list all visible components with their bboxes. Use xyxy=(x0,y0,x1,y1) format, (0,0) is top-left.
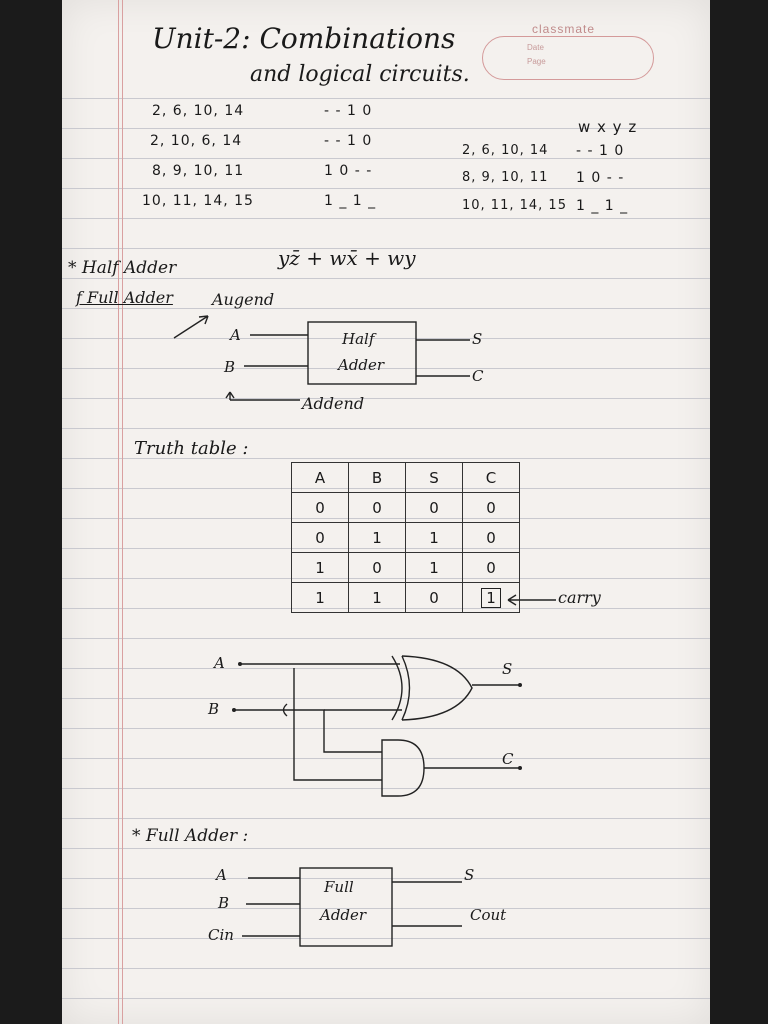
table-cell: 0 xyxy=(463,493,520,523)
node-a xyxy=(238,662,242,666)
ha-block-label: Half xyxy=(342,330,375,348)
simplified-expression: yz̄ + wx̄ + wy xyxy=(278,246,416,270)
group-terms: 2, 10, 6, 14 xyxy=(150,133,243,149)
full-adder-subheading: f Full Adder xyxy=(76,288,173,307)
table-cell: 0 xyxy=(463,553,520,583)
boxed-carry-value: 1 xyxy=(481,588,501,608)
table-cell: 1 xyxy=(349,523,406,553)
gate-wire-a-to-and xyxy=(294,668,382,780)
table-cell: 1 xyxy=(406,553,463,583)
table-header: C xyxy=(463,463,520,493)
implicant-terms: 10, 11, 14, 15 xyxy=(462,198,567,213)
addend-arrow xyxy=(226,392,234,400)
implicant-terms: 8, 9, 10, 11 xyxy=(462,170,549,185)
table-cell: 1 xyxy=(292,583,349,613)
xor-gate-icon xyxy=(402,656,472,720)
gate-input-a: A xyxy=(214,654,225,672)
group-terms: 10, 11, 14, 15 xyxy=(142,193,254,209)
gate-wire-b-to-and xyxy=(287,710,382,752)
fa-block-label: Full xyxy=(324,878,354,896)
table-cell: 0 xyxy=(463,523,520,553)
half-adder-block xyxy=(308,322,416,384)
group-pattern: 1 _ 1 _ xyxy=(324,193,377,209)
xor-gate-inner-curve xyxy=(402,656,410,720)
half-adder-heading: * Half Adder xyxy=(68,258,177,278)
addend-label: Addend xyxy=(302,394,365,413)
fa-output-s: S xyxy=(464,866,475,884)
page-title-line2: and logical circuits. xyxy=(250,62,470,87)
augend-arrow xyxy=(174,316,208,338)
table-cell: 1 xyxy=(349,583,406,613)
table-cell: 0 xyxy=(292,523,349,553)
fa-input-cin: Cin xyxy=(208,926,234,944)
notebook-page xyxy=(62,0,710,1024)
group-terms: 8, 9, 10, 11 xyxy=(152,163,245,179)
table-cell: 0 xyxy=(406,583,463,613)
page-title: Unit-2: Combinations xyxy=(152,22,456,55)
table-header: A xyxy=(292,463,349,493)
ha-input-b: B xyxy=(224,358,236,376)
node-c xyxy=(518,766,522,770)
node-s xyxy=(518,683,522,687)
node-b xyxy=(232,708,236,712)
fa-output-cout: Cout xyxy=(470,906,507,924)
truth-table-label: Truth table : xyxy=(134,438,249,459)
table-cell: 0 xyxy=(406,493,463,523)
table-cell: 0 xyxy=(349,553,406,583)
table-cell: 1 xyxy=(406,523,463,553)
carry-annotation: carry xyxy=(558,588,601,607)
full-adder-block xyxy=(300,868,392,946)
and-gate-icon xyxy=(382,740,424,796)
group-pattern: - - 1 0 xyxy=(324,133,373,149)
group-terms: 2, 6, 10, 14 xyxy=(152,103,245,119)
implicant-terms: 2, 6, 10, 14 xyxy=(462,143,549,158)
fa-block-label-2: Adder xyxy=(320,906,367,924)
carry-arrow xyxy=(508,595,556,605)
brand-logo: classmate xyxy=(532,22,596,36)
table-cell: 1 xyxy=(292,553,349,583)
circuit-drawings xyxy=(62,0,710,1024)
ha-input-a: A xyxy=(230,326,241,344)
ha-block-label-2: Adder xyxy=(338,356,385,374)
gate-input-b: B xyxy=(208,700,220,718)
gate-output-s: S xyxy=(502,660,513,678)
gate-output-c: C xyxy=(502,750,514,768)
fa-input-b: B xyxy=(218,894,230,912)
full-adder-heading: * Full Adder : xyxy=(132,826,249,846)
ha-output-s: S xyxy=(472,330,483,348)
table-cell: 0 xyxy=(292,493,349,523)
augend-label: Augend xyxy=(212,290,275,309)
implicant-pattern: 1 _ 1 _ xyxy=(576,198,629,214)
stamp-page-label: Page xyxy=(527,57,546,66)
implicant-pattern: - - 1 0 xyxy=(576,143,625,159)
table-cell: 0 xyxy=(349,493,406,523)
table-header: S xyxy=(406,463,463,493)
group-pattern: - - 1 0 xyxy=(324,103,373,119)
ha-output-c: C xyxy=(472,367,484,385)
variable-header: w x y z xyxy=(578,118,638,136)
stamp-date-label: Date xyxy=(527,43,544,52)
implicant-pattern: 1 0 - - xyxy=(576,170,625,186)
table-header: B xyxy=(349,463,406,493)
group-pattern: 1 0 - - xyxy=(324,163,373,179)
fa-input-a: A xyxy=(216,866,227,884)
